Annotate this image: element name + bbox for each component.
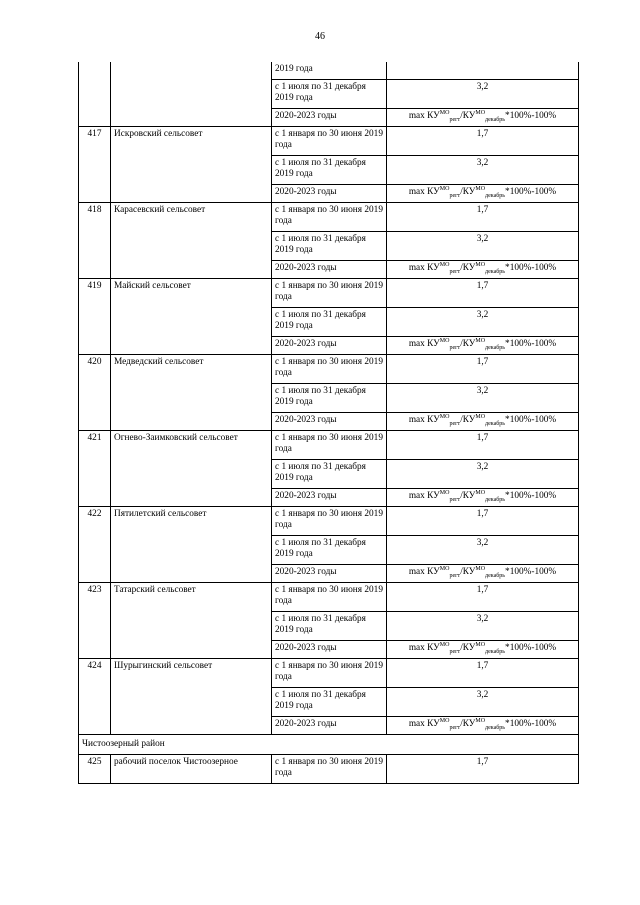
name-cell: Искровский сельсовет (111, 127, 272, 203)
name-cell: Карасевский сельсовет (111, 203, 272, 279)
formula-part: *100%-100% (505, 415, 557, 425)
formula-part: МО (439, 489, 450, 496)
period-cell: с 1 июля по 31 декабря 2019 года (272, 80, 387, 109)
formula-part: МО (475, 641, 486, 648)
formula-part: max КУ (408, 111, 440, 121)
period-cell: 2020-2023 годы (272, 565, 387, 583)
formula-cell (387, 565, 579, 583)
num-cell: 422 (79, 507, 111, 583)
page-number: 46 (315, 31, 325, 42)
settlement-row (79, 431, 579, 460)
value-cell: 3,2 (387, 80, 579, 109)
period-cell: с 1 января по 30 июня 2019 года (272, 355, 387, 384)
period-cell: с 1 января по 30 июня 2019 года (272, 431, 387, 460)
formula-part: декабрь (485, 192, 506, 199)
period-cell: 2020-2023 годы (272, 489, 387, 507)
value-cell: 3,2 (387, 612, 579, 641)
settlement-row (79, 507, 579, 536)
name-cell: Татарский сельсовет (111, 583, 272, 659)
formula-part: МО (439, 261, 450, 268)
formula-part: max КУ (408, 643, 440, 653)
settlement-row (79, 755, 579, 784)
num-cell: 424 (79, 659, 111, 735)
num-cell: 420 (79, 355, 111, 431)
period-cell: с 1 января по 30 июня 2019 года (272, 203, 387, 232)
period-cell: 2020-2023 годы (272, 185, 387, 203)
formula-part: регт (449, 648, 461, 655)
formula-part: регт (449, 420, 461, 427)
name-cell (111, 62, 272, 127)
formula-cell (387, 109, 579, 127)
period-cell: 2020-2023 годы (272, 413, 387, 431)
formula-part: регт (449, 116, 461, 123)
tariff-table (78, 62, 579, 784)
period-cell: с 1 января по 30 июня 2019 года (272, 507, 387, 536)
period-cell: 2020-2023 годы (272, 641, 387, 659)
period-cell: с 1 июля по 31 декабря 2019 года (272, 612, 387, 641)
settlement-row (79, 203, 579, 232)
formula-part: регт (449, 724, 461, 731)
formula-part: *100%-100% (505, 719, 557, 729)
value-cell: 1,7 (387, 355, 579, 384)
formula-part: МО (439, 641, 450, 648)
formula-part: /КУ (460, 415, 476, 425)
formula-part: регт (449, 496, 461, 503)
formula-cell (387, 717, 579, 735)
value-cell: 3,2 (387, 384, 579, 413)
formula-part: МО (439, 337, 450, 344)
value-cell: 1,7 (387, 431, 579, 460)
period-cell: с 1 января по 30 июня 2019 года (272, 583, 387, 612)
period-cell: 2019 года (272, 62, 387, 80)
formula-part: МО (475, 185, 486, 192)
period-cell: с 1 июля по 31 декабря 2019 года (272, 460, 387, 489)
value-cell: 1,7 (387, 659, 579, 688)
period-cell: с 1 января по 30 июня 2019 года (272, 127, 387, 156)
formula-part: max КУ (408, 187, 440, 197)
formula-part: max КУ (408, 415, 440, 425)
period-cell: с 1 июля по 31 декабря 2019 года (272, 688, 387, 717)
value-cell: 3,2 (387, 232, 579, 261)
period-cell: 2020-2023 годы (272, 261, 387, 279)
formula-cell (387, 413, 579, 431)
name-cell: Медведский сельсовет (111, 355, 272, 431)
formula-part: декабрь (485, 496, 506, 503)
period-cell: 2020-2023 годы (272, 109, 387, 127)
formula-part: МО (475, 565, 486, 572)
formula-part: регт (449, 192, 461, 199)
formula-part: декабрь (485, 420, 506, 427)
value-cell: 3,2 (387, 156, 579, 185)
formula-part: МО (475, 413, 486, 420)
formula-part: декабрь (485, 344, 506, 351)
formula-cell (387, 261, 579, 279)
value-cell: 1,7 (387, 583, 579, 612)
formula-part: МО (439, 413, 450, 420)
name-cell: Огнево-Заимковский сельсовет (111, 431, 272, 507)
settlement-row (79, 659, 579, 688)
formula-part: МО (439, 109, 450, 116)
formula-part: /КУ (460, 187, 476, 197)
formula-part: max КУ (408, 263, 440, 273)
value-cell: 1,7 (387, 127, 579, 156)
formula-part: max КУ (408, 339, 440, 349)
formula-part: МО (439, 185, 450, 192)
period-cell: с 1 января по 30 июня 2019 года (272, 279, 387, 308)
section-row (79, 735, 579, 755)
num-cell: 418 (79, 203, 111, 279)
formula-cell (387, 641, 579, 659)
value-cell: 3,2 (387, 460, 579, 489)
formula-part: регт (449, 572, 461, 579)
period-cell: с 1 января по 30 июня 2019 года (272, 659, 387, 688)
formula-part: /КУ (460, 263, 476, 273)
formula-part: *100%-100% (505, 491, 557, 501)
formula-part: *100%-100% (505, 567, 557, 577)
formula-part: регт (449, 344, 461, 351)
period-cell: с 1 июля по 31 декабря 2019 года (272, 232, 387, 261)
section-title: Чистоозерный район (79, 735, 579, 755)
formula-part: /КУ (460, 719, 476, 729)
formula-part: *100%-100% (505, 111, 557, 121)
formula-part: декабрь (485, 648, 506, 655)
period-cell: 2020-2023 годы (272, 337, 387, 355)
settlement-row (79, 583, 579, 612)
value-cell: 1,7 (387, 507, 579, 536)
formula-part: МО (475, 261, 486, 268)
formula-part: /КУ (460, 567, 476, 577)
value-cell: 1,7 (387, 755, 579, 784)
formula-part: *100%-100% (505, 643, 557, 653)
formula-part: max КУ (408, 567, 440, 577)
period-cell: с 1 июля по 31 декабря 2019 года (272, 156, 387, 185)
name-cell: рабочий поселок Чистоозерное (111, 755, 272, 784)
num-cell (79, 62, 111, 127)
name-cell: Пятилетский сельсовет (111, 507, 272, 583)
name-cell: Майский сельсовет (111, 279, 272, 355)
formula-part: декабрь (485, 724, 506, 731)
formula-part: max КУ (408, 719, 440, 729)
formula-part: МО (475, 109, 486, 116)
num-cell: 425 (79, 755, 111, 784)
formula-cell (387, 489, 579, 507)
formula-part: регт (449, 268, 461, 275)
formula-part: МО (475, 337, 486, 344)
formula-part: декабрь (485, 268, 506, 275)
formula-part: декабрь (485, 116, 506, 123)
formula-part: /КУ (460, 491, 476, 501)
period-cell: с 1 июля по 31 декабря 2019 года (272, 308, 387, 337)
period-cell: 2020-2023 годы (272, 717, 387, 735)
formula-part: *100%-100% (505, 263, 557, 273)
formula-part: декабрь (485, 572, 506, 579)
settlement-row (79, 279, 579, 308)
value-cell: 3,2 (387, 536, 579, 565)
num-cell: 421 (79, 431, 111, 507)
continuation-row (79, 62, 579, 80)
formula-part: max КУ (408, 491, 440, 501)
name-cell: Шурыгинский сельсовет (111, 659, 272, 735)
value-cell: 1,7 (387, 203, 579, 232)
formula-part: /КУ (460, 111, 476, 121)
formula-part: *100%-100% (505, 339, 557, 349)
formula-cell (387, 185, 579, 203)
num-cell: 423 (79, 583, 111, 659)
settlement-row (79, 355, 579, 384)
settlement-row (79, 127, 579, 156)
period-cell: с 1 июля по 31 декабря 2019 года (272, 536, 387, 565)
formula-part: *100%-100% (505, 187, 557, 197)
formula-part: МО (439, 565, 450, 572)
value-cell: 3,2 (387, 308, 579, 337)
formula-part: МО (439, 717, 450, 724)
formula-part: МО (475, 489, 486, 496)
formula-part: /КУ (460, 339, 476, 349)
num-cell: 419 (79, 279, 111, 355)
formula-part: МО (475, 717, 486, 724)
formula-part: /КУ (460, 643, 476, 653)
value-cell: 1,7 (387, 279, 579, 308)
value-cell (387, 62, 579, 80)
period-cell: с 1 января по 30 июня 2019 года (272, 755, 387, 784)
formula-cell (387, 337, 579, 355)
period-cell: с 1 июля по 31 декабря 2019 года (272, 384, 387, 413)
num-cell: 417 (79, 127, 111, 203)
value-cell: 3,2 (387, 688, 579, 717)
